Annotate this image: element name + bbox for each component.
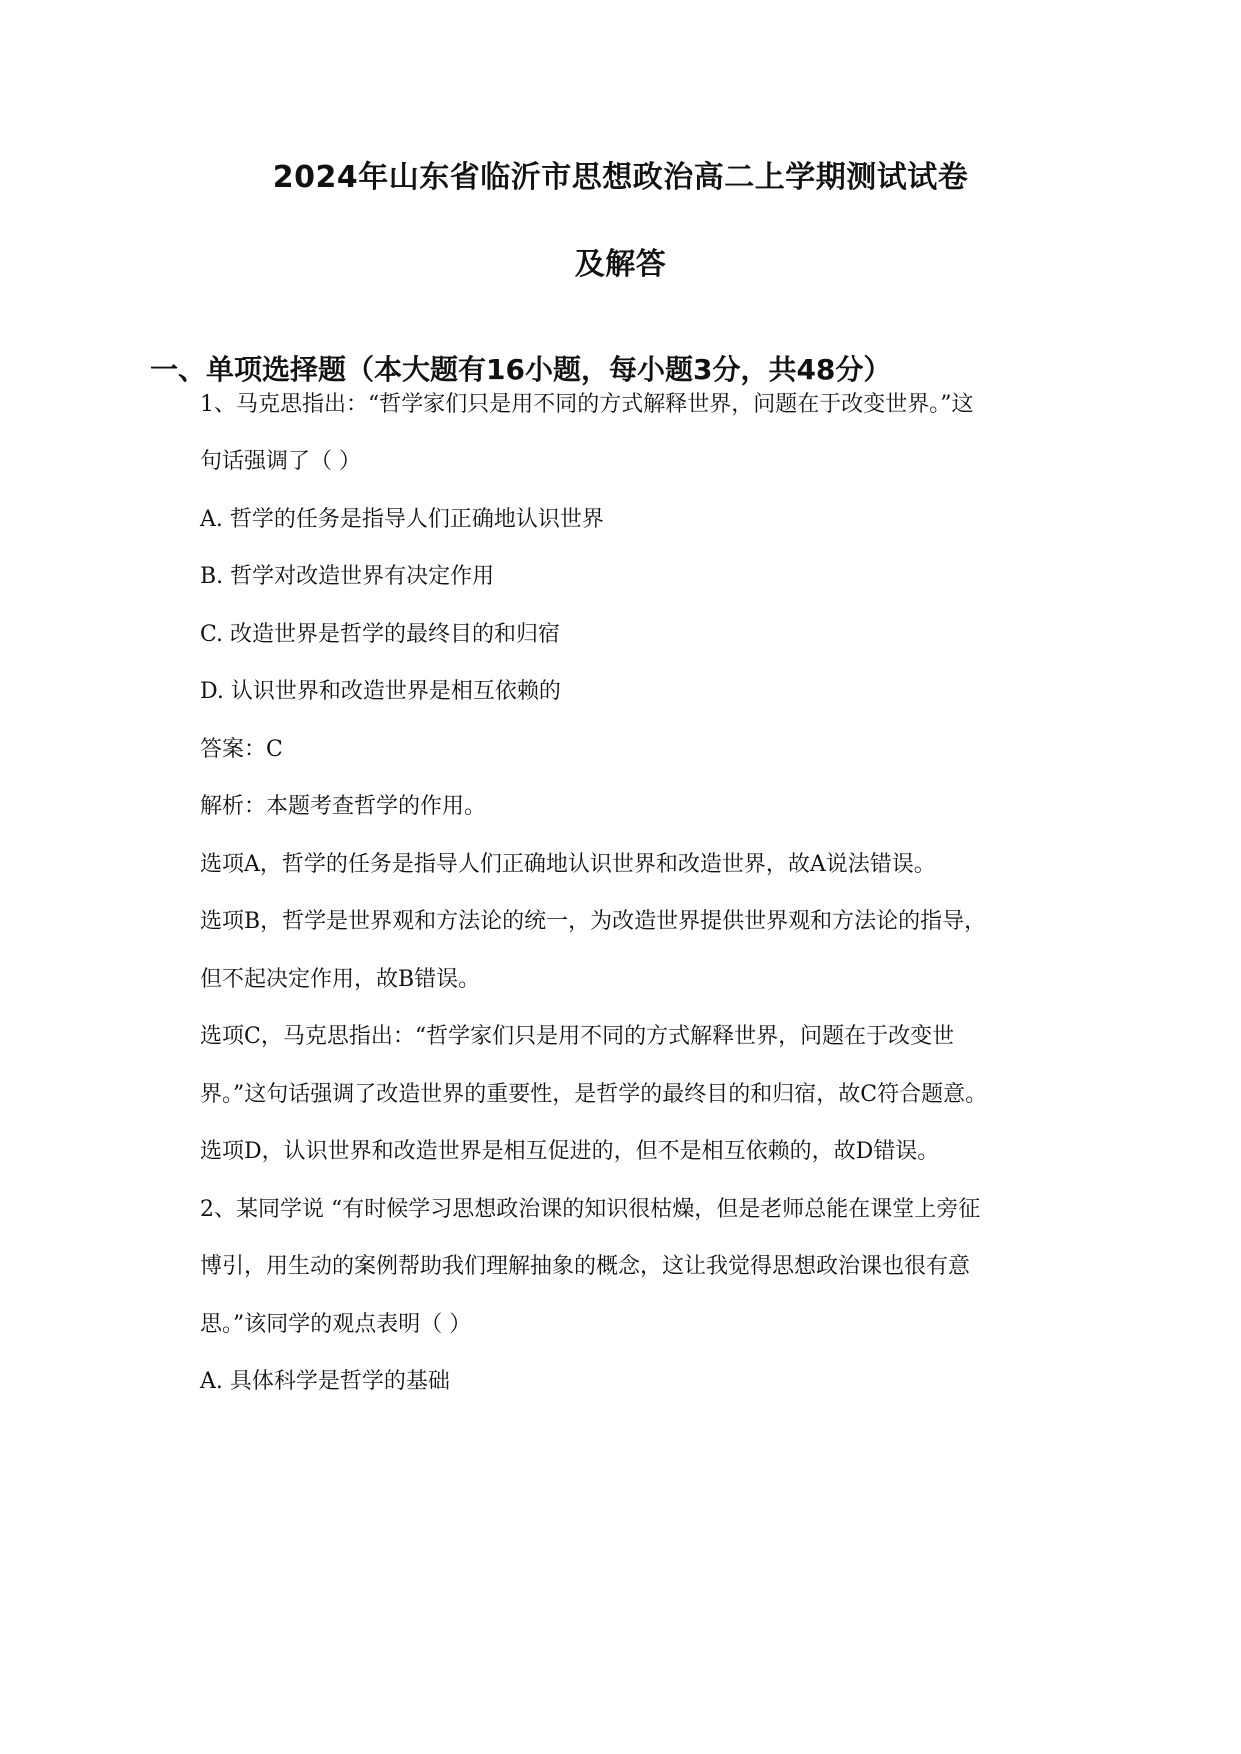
q1-option-d: D. 认识世界和改造世界是相互依赖的 (200, 679, 561, 704)
q1-analysis-a: 选项A，哲学的任务是指导人们正确地认识世界和改造世界，故A说法错误。 (200, 852, 936, 877)
q2-stem-line-2: 博引，用生动的案例帮助我们理解抽象的概念，这让我觉得思想政治课也很有意 (200, 1254, 971, 1279)
q2-stem-line-3: 思。”该同学的观点表明（ ） (200, 1312, 472, 1337)
q1-analysis-b-line-1: 选项B，哲学是世界观和方法论的统一，为改造世界提供世界观和方法论的指导， (200, 909, 987, 934)
q1-answer: 答案：C (200, 737, 283, 762)
q1-analysis-c-line-2: 界。”这句话强调了改造世界的重要性，是哲学的最终目的和归宿，故C符合题意。 (200, 1082, 988, 1107)
q1-option-b: B. 哲学对改造世界有决定作用 (200, 564, 495, 589)
section-heading: 一、单项选择题（本大题有16小题，每小题3分，共48分） (150, 353, 892, 386)
document-title-line-2: 及解答 (574, 247, 667, 282)
q1-stem-line-2: 句话强调了（ ） (200, 449, 361, 474)
q1-option-c: C. 改造世界是哲学的最终目的和归宿 (200, 622, 561, 647)
q1-stem-line-1: 1、马克思指出：“哲学家们只是用不同的方式解释世界，问题在于改变世界。”这 (200, 392, 974, 417)
q2-option-a: A. 具体科学是哲学的基础 (200, 1369, 450, 1394)
q1-analysis-intro: 解析：本题考查哲学的作用。 (200, 794, 487, 819)
q1-analysis-b-line-2: 但不起决定作用，故B错误。 (200, 967, 481, 992)
document-title-line-1: 2024年山东省临沂市思想政治高二上学期测试试卷 (272, 160, 969, 195)
q1-option-a: A. 哲学的任务是指导人们正确地认识世界 (200, 507, 604, 532)
q2-stem-line-1: 2、某同学说 “有时候学习思想政治课的知识很枯燥，但是老师总能在课堂上旁征 (200, 1197, 981, 1222)
q1-analysis-d: 选项D，认识世界和改造世界是相互促进的，但不是相互依赖的，故D错误。 (200, 1139, 940, 1164)
q1-analysis-c-line-1: 选项C，马克思指出：“哲学家们只是用不同的方式解释世界，问题在于改变世 (200, 1024, 955, 1049)
